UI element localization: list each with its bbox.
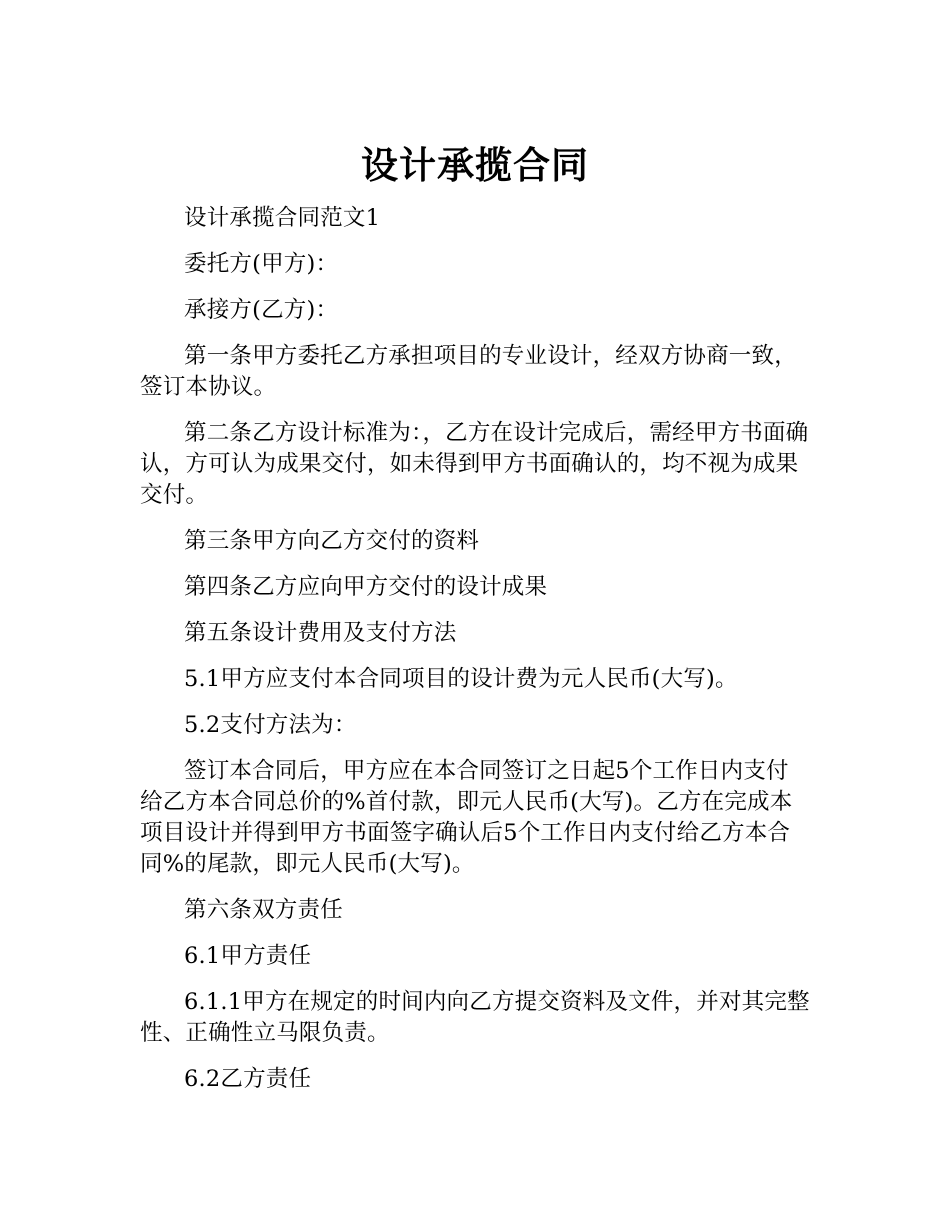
document-title: 设计承揽合同 bbox=[361, 143, 589, 187]
paragraph: 委托方(甲方)： bbox=[184, 251, 339, 277]
paragraph: 6.1甲方责任 bbox=[184, 943, 312, 969]
paragraph: 第四条乙方应向甲方交付的设计成果 bbox=[184, 574, 548, 600]
paragraph: 5.2支付方法为： bbox=[184, 712, 357, 738]
paragraph: 第六条双方责任 bbox=[184, 897, 343, 923]
paragraph: 第五条设计费用及支付方法 bbox=[184, 620, 457, 646]
paragraph: 第三条甲方向乙方交付的资料 bbox=[184, 528, 480, 554]
paragraph: 6.2乙方责任 bbox=[184, 1066, 312, 1092]
paragraph: 5.1甲方应支付本合同项目的设计费为元人民币(大写)。 bbox=[184, 666, 738, 692]
paragraph: 第二条乙方设计标准为：，乙方在设计完成后，需经甲方书面确认，方可认为成果交付，如未得到甲方书面确认的，均不视为成果交付。 bbox=[140, 420, 809, 508]
paragraph: 设计承揽合同范文1 bbox=[184, 205, 381, 231]
document-body bbox=[140, 203, 810, 1110]
paragraph: 6.1.1甲方在规定的时间内向乙方提交资料及文件，并对其完整性、正确性立马限负责。 bbox=[140, 989, 810, 1046]
paragraph: 承接方(乙方)： bbox=[184, 297, 339, 323]
paragraph: 签订本合同后，甲方应在本合同签订之日起5个工作日内支付给乙方本合同总价的%首付款，即元人民币(大写)。乙方在完成本项目设计并得到甲方书面签字确认后5个工作日内支付给乙方本合同%的尾款，即元人民币(大写)。 bbox=[140, 758, 793, 877]
paragraph: 第一条甲方委托乙方承担项目的专业设计，经双方协商一致，签订本协议。 bbox=[140, 343, 797, 400]
